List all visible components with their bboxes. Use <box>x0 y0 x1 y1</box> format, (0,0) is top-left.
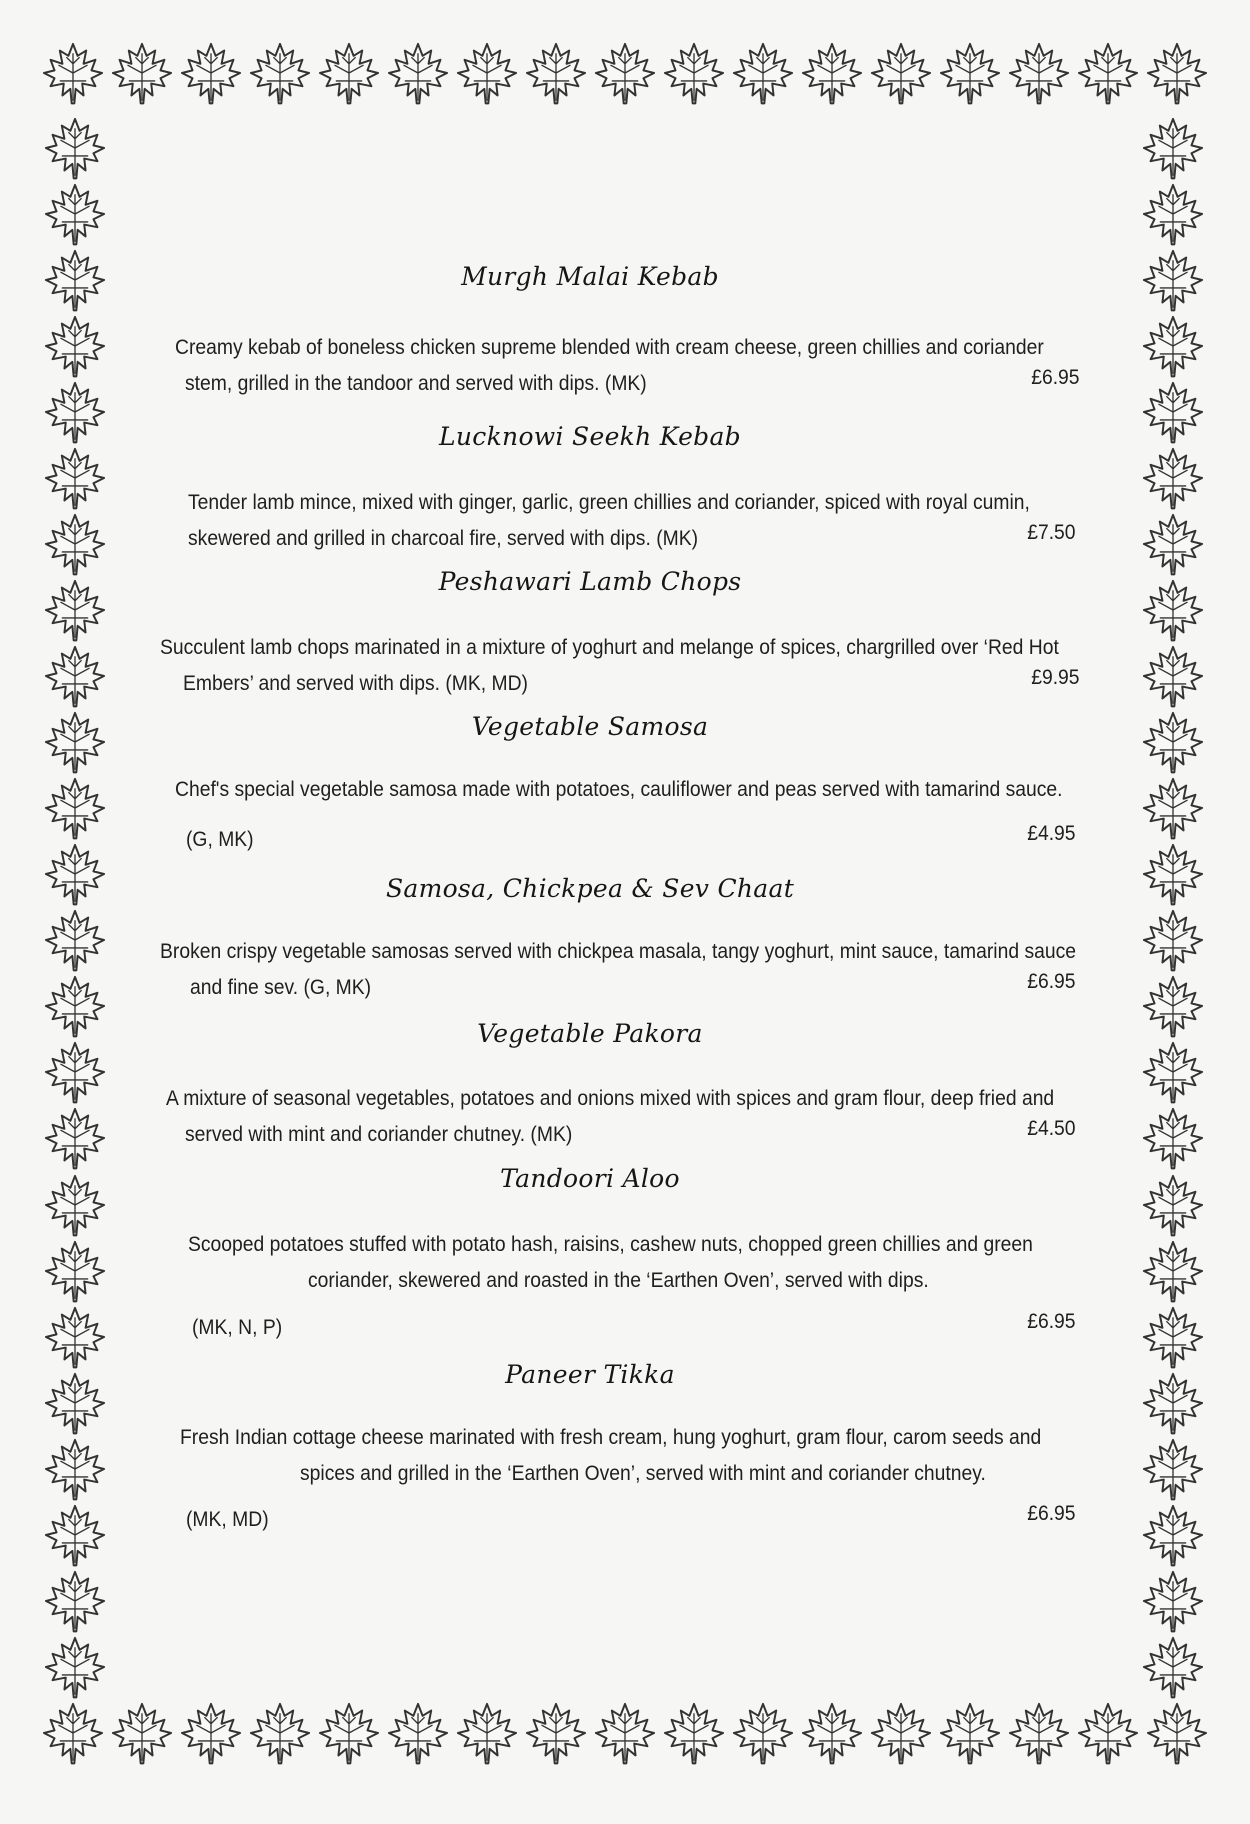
maple-leaf-icon <box>316 1700 382 1766</box>
item-description-line2: Embers’ and served with dips. (MK, MD) <box>183 672 528 695</box>
maple-leaf-icon <box>42 181 108 247</box>
maple-leaf-icon <box>42 445 108 511</box>
maple-leaf-icon <box>1140 313 1206 379</box>
maple-leaf-icon <box>1140 775 1206 841</box>
item-description: Scooped potatoes stuffed with potato hash, raisins, cashew nuts, chopped green chillies and green <box>188 1233 1033 1256</box>
maple-leaf-icon <box>1140 841 1206 907</box>
maple-leaf-icon <box>1075 1700 1141 1766</box>
maple-leaf-icon <box>40 40 106 106</box>
item-price: £7.50 <box>1027 521 1076 544</box>
maple-leaf-icon <box>1140 1304 1206 1370</box>
item-description-line2: stem, grilled in the tandoor and served with dips. (MK) <box>185 372 647 395</box>
maple-leaf-icon <box>1140 247 1206 313</box>
maple-leaf-icon <box>1140 1568 1206 1634</box>
maple-leaf-icon <box>1140 973 1206 1039</box>
item-price: £6.95 <box>1027 970 1076 993</box>
maple-leaf-icon <box>799 40 865 106</box>
item-description: Chef's special vegetable samosa made with potatoes, cauliflower and peas served with tamarind sauce. <box>175 778 1063 801</box>
maple-leaf-icon <box>42 907 108 973</box>
maple-leaf-icon <box>42 1436 108 1502</box>
maple-leaf-icon <box>1140 511 1206 577</box>
maple-leaf-icon <box>1140 181 1206 247</box>
maple-leaf-icon <box>868 40 934 106</box>
item-description-line2: served with mint and coriander chutney. (MK) <box>185 1123 573 1146</box>
maple-leaf-icon <box>42 775 108 841</box>
maple-leaf-icon <box>1006 1700 1072 1766</box>
maple-leaf-icon <box>730 1700 796 1766</box>
item-price: £6.95 <box>1027 1502 1076 1525</box>
maple-leaf-icon <box>1140 1502 1206 1568</box>
menu-item <box>150 422 1110 550</box>
maple-leaf-icon <box>937 40 1003 106</box>
maple-leaf-icon <box>454 40 520 106</box>
maple-leaf-icon <box>385 40 451 106</box>
menu-item <box>150 1164 1110 1339</box>
item-price: £9.95 <box>1031 666 1080 689</box>
maple-leaf-icon <box>178 1700 244 1766</box>
maple-leaf-icon <box>523 40 589 106</box>
menu-item <box>150 1019 1110 1146</box>
item-price: £4.50 <box>1027 1117 1076 1140</box>
maple-leaf-icon <box>42 313 108 379</box>
maple-leaf-icon <box>730 40 796 106</box>
maple-leaf-icon <box>247 40 313 106</box>
item-name: Lucknowi Seekh Kebab <box>439 422 741 451</box>
maple-leaf-icon <box>1140 1634 1206 1700</box>
maple-leaf-icon <box>1075 40 1141 106</box>
maple-leaf-icon <box>42 1568 108 1634</box>
maple-leaf-icon <box>1144 40 1210 106</box>
item-description-line2: (G, MK) <box>186 828 254 851</box>
maple-leaf-icon <box>661 1700 727 1766</box>
maple-leaf-icon <box>592 1700 658 1766</box>
menu-item <box>150 712 1110 851</box>
maple-leaf-icon <box>868 1700 934 1766</box>
maple-leaf-icon <box>247 1700 313 1766</box>
maple-leaf-icon <box>42 1105 108 1171</box>
maple-leaf-icon <box>1140 445 1206 511</box>
item-description: A mixture of seasonal vegetables, potatoes and onions mixed with spices and gram flour, deep fried and <box>166 1087 1055 1110</box>
item-description: Broken crispy vegetable samosas served with chickpea masala, tangy yoghurt, mint sauce, tamarind sauce <box>160 940 1077 963</box>
maple-leaf-icon <box>937 1700 1003 1766</box>
maple-leaf-icon <box>1140 1370 1206 1436</box>
item-description-line2: and fine sev. (G, MK) <box>190 976 372 999</box>
maple-leaf-icon <box>454 1700 520 1766</box>
maple-leaf-icon <box>1140 1105 1206 1171</box>
item-price: £6.95 <box>1027 1310 1076 1333</box>
maple-leaf-icon <box>109 1700 175 1766</box>
menu-item <box>150 1360 1110 1531</box>
maple-leaf-icon <box>109 40 175 106</box>
item-description-line2: coriander, skewered and roasted in the ‘Earthen Oven’, served with dips. <box>308 1269 929 1292</box>
item-name: Murgh Malai Kebab <box>461 262 719 291</box>
maple-leaf-icon <box>42 643 108 709</box>
item-description-line3: (MK, MD) <box>186 1508 269 1531</box>
border-bottom <box>40 1700 1210 1780</box>
maple-leaf-icon <box>1144 1700 1210 1766</box>
maple-leaf-icon <box>42 1238 108 1304</box>
maple-leaf-icon <box>1140 379 1206 445</box>
menu-item <box>150 262 1110 395</box>
maple-leaf-icon <box>1140 709 1206 775</box>
item-price: £4.95 <box>1027 822 1076 845</box>
maple-leaf-icon <box>42 1502 108 1568</box>
maple-leaf-icon <box>1140 643 1206 709</box>
maple-leaf-icon <box>1140 577 1206 643</box>
maple-leaf-icon <box>40 1700 106 1766</box>
maple-leaf-icon <box>42 115 108 181</box>
maple-leaf-icon <box>385 1700 451 1766</box>
item-description: Succulent lamb chops marinated in a mixture of yoghurt and melange of spices, chargrilled over ‘Red Hot <box>160 636 1059 659</box>
maple-leaf-icon <box>661 40 727 106</box>
border-left <box>42 115 122 1700</box>
maple-leaf-icon <box>1140 907 1206 973</box>
border-top <box>40 40 1210 120</box>
item-description-line2: skewered and grilled in charcoal fire, served with dips. (MK) <box>188 527 699 550</box>
item-description-line2: spices and grilled in the ‘Earthen Oven’, served with mint and coriander chutney. <box>300 1462 986 1485</box>
item-description: Tender lamb mince, mixed with ginger, garlic, green chillies and coriander, spiced with royal cumin, <box>188 491 1030 514</box>
menu-item <box>150 567 1110 695</box>
item-name: Vegetable Pakora <box>477 1019 703 1048</box>
item-name: Tandoori Aloo <box>500 1164 680 1193</box>
maple-leaf-icon <box>1140 1039 1206 1105</box>
item-name: Peshawari Lamb Chops <box>438 567 742 596</box>
menu-item <box>150 874 1110 999</box>
item-name: Paneer Tikka <box>505 1360 675 1389</box>
maple-leaf-icon <box>42 1039 108 1105</box>
item-description: Fresh Indian cottage cheese marinated with fresh cream, hung yoghurt, gram flour, carom seeds and <box>180 1426 1042 1449</box>
maple-leaf-icon <box>592 40 658 106</box>
maple-leaf-icon <box>316 40 382 106</box>
maple-leaf-icon <box>523 1700 589 1766</box>
maple-leaf-icon <box>799 1700 865 1766</box>
item-name: Vegetable Samosa <box>471 712 709 741</box>
item-description-line3: (MK, N, P) <box>192 1316 283 1339</box>
maple-leaf-icon <box>1140 115 1206 181</box>
maple-leaf-icon <box>1006 40 1072 106</box>
item-price: £6.95 <box>1031 366 1080 389</box>
maple-leaf-icon <box>42 1634 108 1700</box>
item-name: Samosa, Chickpea & Sev Chaat <box>385 874 795 903</box>
maple-leaf-icon <box>178 40 244 106</box>
maple-leaf-icon <box>1140 1172 1206 1238</box>
item-description: Creamy kebab of boneless chicken supreme blended with cream cheese, green chillies and coriander <box>175 336 1044 359</box>
